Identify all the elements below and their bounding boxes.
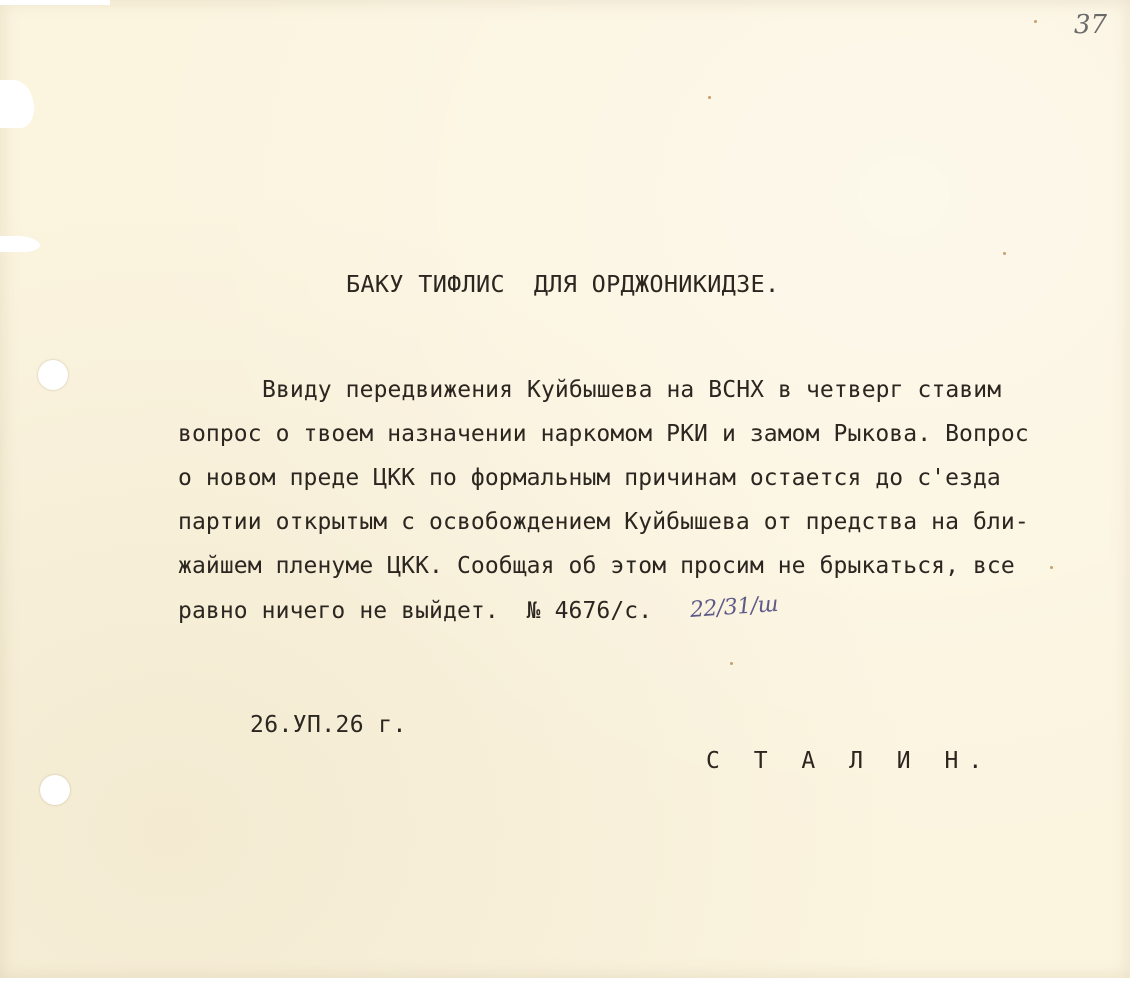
edge-tear xyxy=(0,236,40,252)
edge-tear xyxy=(0,80,34,128)
telegram-heading: БАКУ ТИФЛИС ДЛЯ ОРДЖОНИКИДЗЕ. xyxy=(346,270,780,298)
body-line-4: партии открытым с освобождением Куйбышева от предства на бли- xyxy=(178,509,1029,535)
paper-speck xyxy=(730,662,733,665)
paper-speck xyxy=(1003,252,1006,255)
paper-speck xyxy=(708,96,711,99)
punch-hole-top xyxy=(38,360,68,390)
page-number: 37 xyxy=(1074,10,1108,40)
date: 26.УП.26 г. xyxy=(250,712,407,738)
body-line-6: равно ничего не выйдет. № 4676/с. xyxy=(178,598,653,624)
punch-hole-bottom xyxy=(40,775,70,805)
body-line-1: Ввиду передвижения Куйбышева на ВСНХ в четверг ставим xyxy=(262,377,1002,403)
corner-tear xyxy=(0,0,110,5)
body-line-2: вопрос о твоем назначении наркомом РКИ и замом Рыкова. Вопрос xyxy=(178,421,1029,447)
handwritten-note: 22/31/ш xyxy=(689,591,779,623)
paper-speck xyxy=(1050,566,1053,569)
body-line-5: жайшем пленуме ЦКК. Сообщая об этом просим не брыкаться, все xyxy=(178,553,1015,579)
body-line-3: о новом преде ЦКК по формальным причинам остается до с'езда xyxy=(178,465,1001,491)
signature: С Т А Л И Н. xyxy=(706,748,993,774)
paper-speck xyxy=(1034,20,1037,23)
